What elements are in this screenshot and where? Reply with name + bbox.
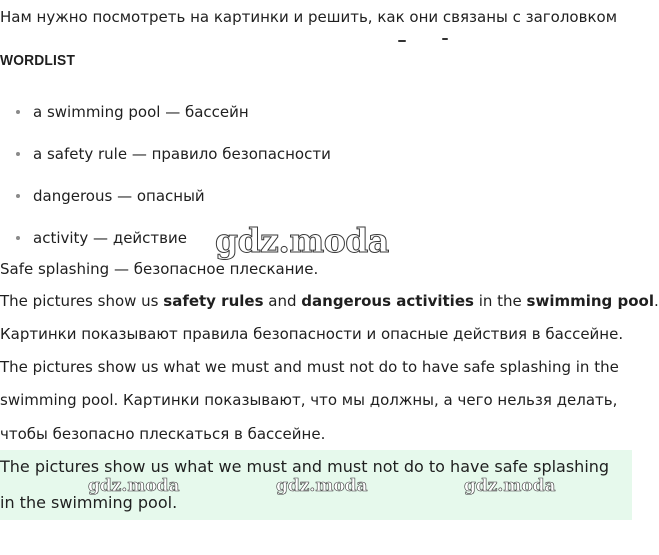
translation-text: Картинки показывают правила безопасности и опасные действия в бассейне.	[0, 325, 624, 343]
safe-splashing-text: Safe splashing — безопасное плескание.	[0, 260, 319, 278]
bold-dangerous-activities: dangerous activities	[301, 292, 474, 310]
text-run: and	[263, 292, 302, 310]
watermark-logo: gdz.moda	[276, 476, 368, 496]
text-run: in the	[473, 292, 527, 310]
bold-safety-rules: safety rules	[163, 292, 264, 310]
bullet-icon	[16, 110, 20, 114]
watermark-logo: gdz.moda	[464, 476, 556, 496]
answer-text-line: swimming pool. Картинки показывают, что мы должны, а чего нельзя делать,	[0, 391, 618, 409]
answer-text-line: The pictures show us what we must and must not do to have safe splashing in the	[0, 358, 619, 376]
bold-swimming-pool: swimming pool	[526, 292, 654, 310]
text-run: .	[654, 292, 659, 310]
wordlist-item-text: dangerous — опасный	[33, 187, 205, 205]
final-answer-line: The pictures show us what we must and must not do to have safe splashing	[0, 457, 610, 476]
final-answer-line: in the swimming pool.	[0, 493, 178, 512]
bullet-icon	[16, 152, 20, 156]
watermark-logo: gdz.moda	[215, 221, 389, 260]
pictures-show-paragraph	[0, 291, 659, 311]
bullet-icon	[16, 236, 20, 240]
cropped-text-remnant	[398, 40, 448, 44]
answer-text-line: чтобы безопасно плескаться в бассейне.	[0, 425, 326, 443]
wordlist-heading: WORDLIST	[0, 52, 76, 69]
wordlist-item-text: a safety rule — правило безопасности	[33, 145, 331, 163]
wordlist-item-text: a swimming pool — бассейн	[33, 103, 249, 121]
wordlist-item-text: activity — действие	[33, 229, 187, 247]
intro-text: Нам нужно посмотреть на картинки и решить, как они связаны с заголовком	[0, 8, 618, 26]
text-run: The pictures show us	[0, 292, 164, 310]
bullet-icon	[16, 194, 20, 198]
watermark-logo: gdz.moda	[88, 476, 180, 496]
